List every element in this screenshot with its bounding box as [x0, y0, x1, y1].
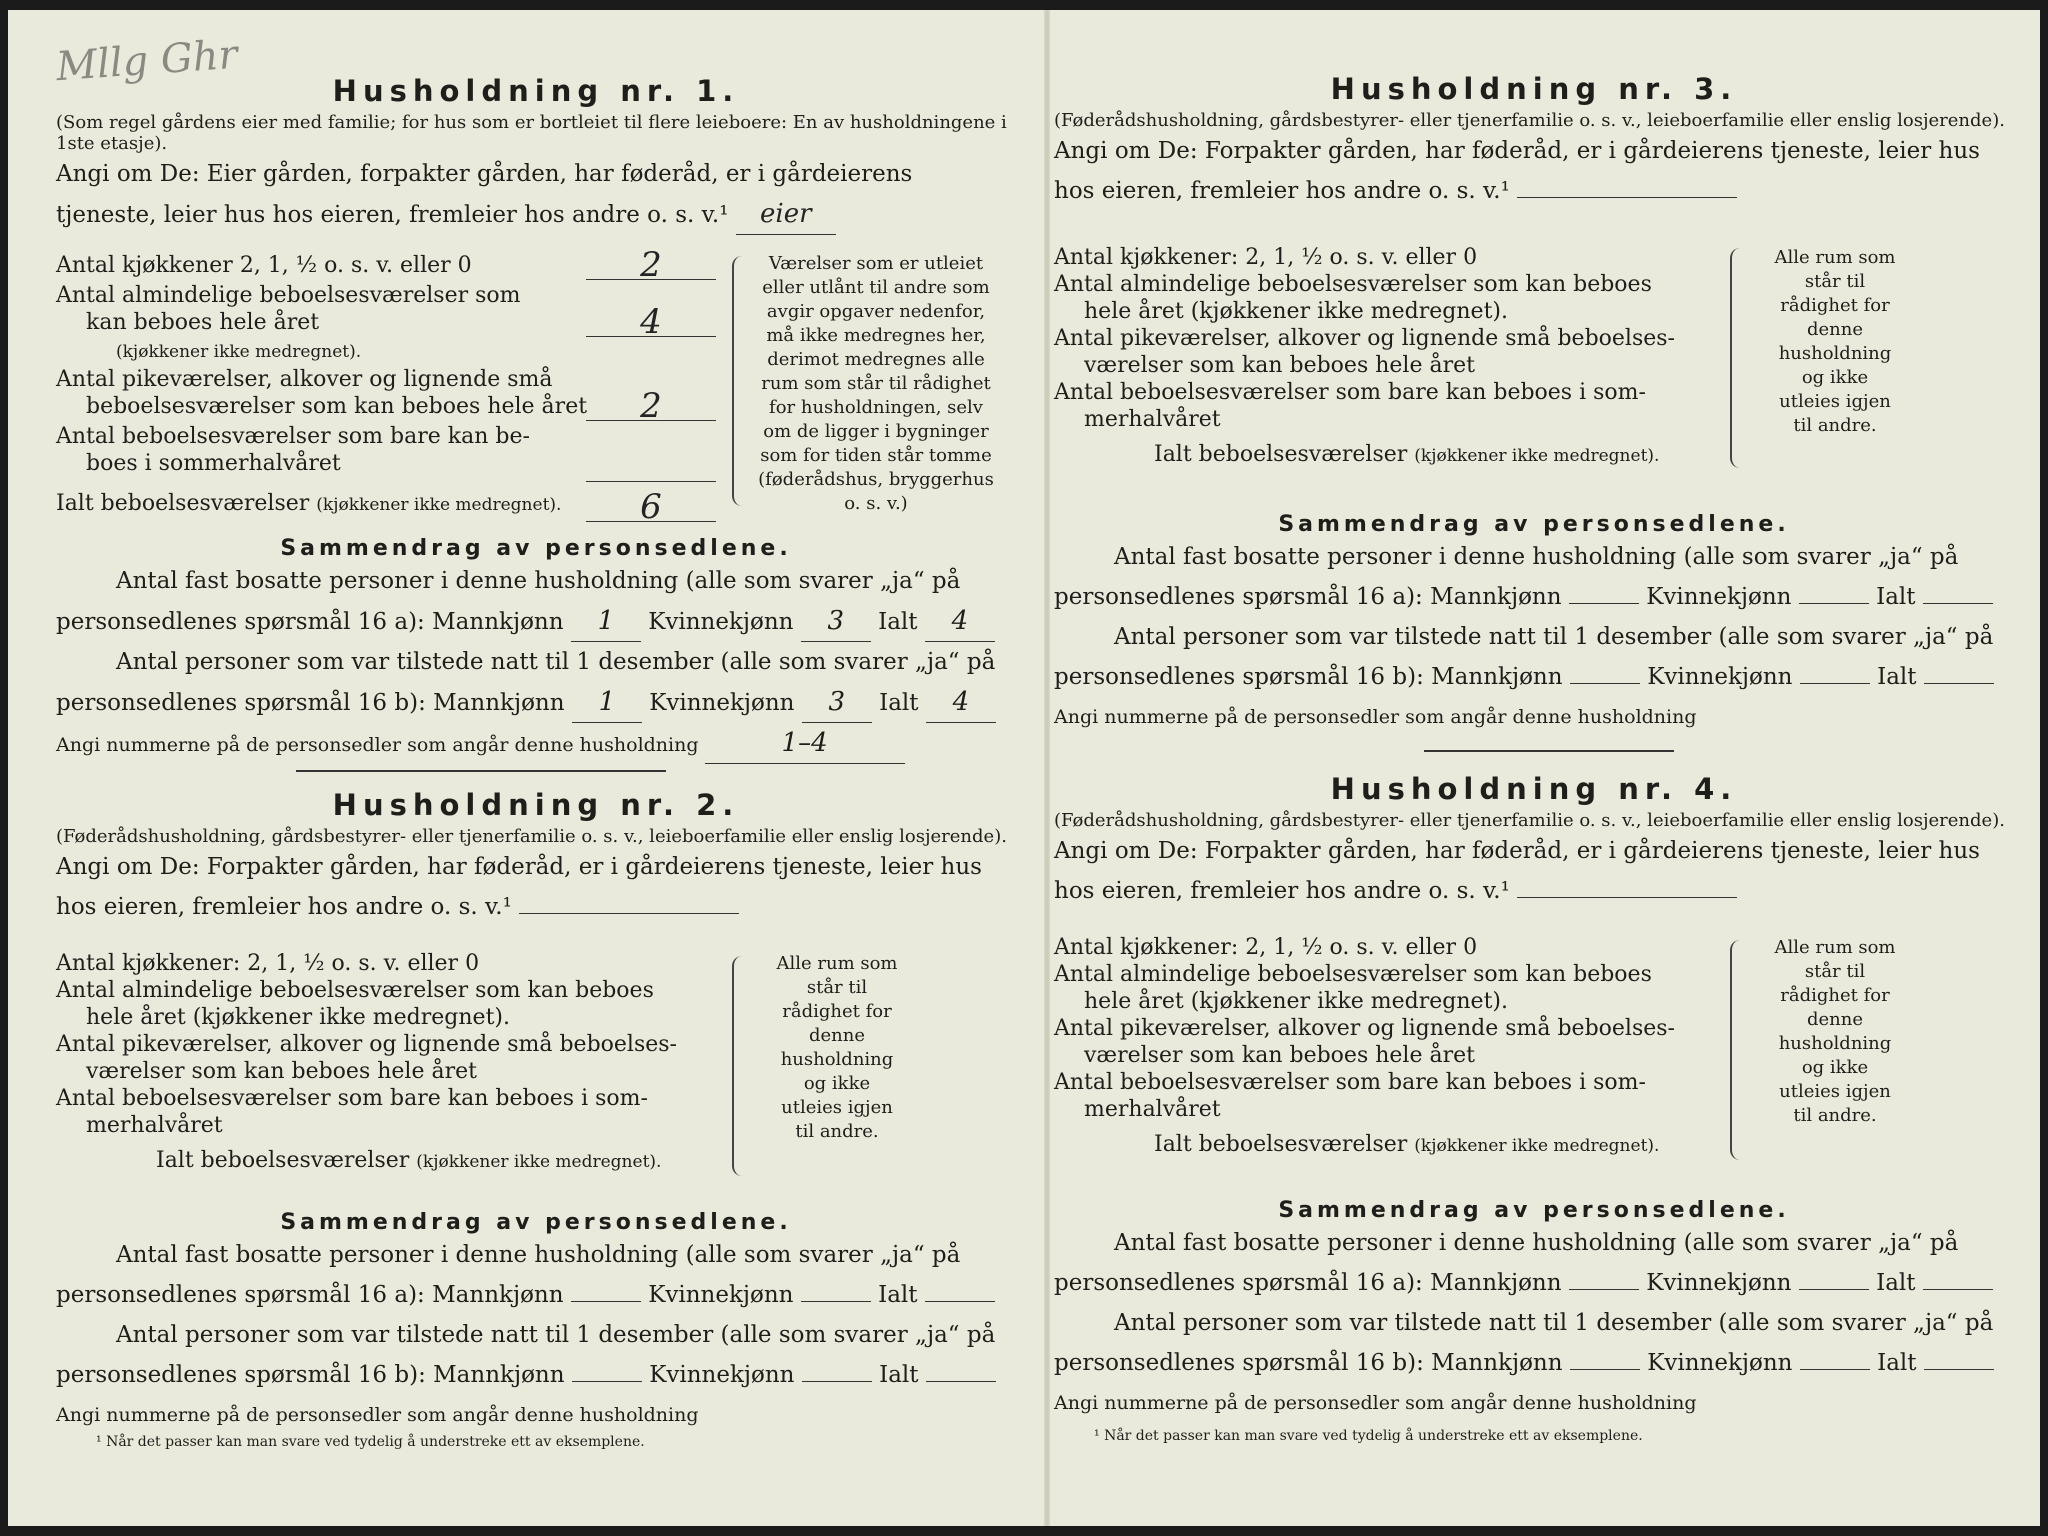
footnote-right: ¹ Når det passer kan man svare ved tydelig å understreke ett av eksemplene. [1094, 1428, 1643, 1444]
brace [732, 256, 750, 506]
household-3-title: Husholdning nr. 3. [1330, 72, 1738, 106]
h1-summer-rooms-value [586, 481, 716, 482]
household-3: Husholdning nr. 3. (Føderådshusholdning, gårdsbestyrer- eller tjenerfamilie o. s. v., leieboerfamilie eller enslig losjerende). Angi om De: Forpakter gården, har føderåd, er i gårdeierens tjeneste, leier hus hos eieren, fremleier hos andre o. s. v.¹ Antal kjøkkener: 2, 1, ½ o. s. v. eller 0 Antal almindelige beboelsesværelser som kan beboes hele året (kjøkkener ikke medregnet). Antal pikeværelser, alkover og lignende små beboelses- værelser som kan beboes hele året Antal beboelsesværelser som bare kan beboes i som- merhalvåret Ialt beboelsesværelser (kjøkkener ikke medregnet). Alle rum som står til rådighet for denne husholdning og ikke utleies igjen til andre. Sammendrag av personsedlene. Antal fast bosatte personer i denne husholdning (alle som svarer „ja“ på personsedlenes spørsmål 16 a): Mannkjønn Kvinnekjønn Ialt Antal personer som var tilstede natt til 1 desember (alle som svarer „ja“ på personsedlenes spørsmål 16 b): Mannkjønn Kvinnekjønn Ialt Angi nummerne på de personsedler som angår denne husholdning [1054, 72, 2014, 211]
household-4-title: Husholdning nr. 4. [1330, 772, 1738, 806]
h1-summary-title: Sammendrag av personsedlene. [280, 536, 792, 561]
h1-male-16a: 1 [571, 601, 641, 642]
h1-total-16a: 4 [925, 601, 995, 642]
h1-rooms-row: Antal almindelige beboelsesværelser som [56, 283, 521, 308]
right-column [1054, 10, 2014, 1526]
h1-male-16b: 1 [572, 682, 642, 723]
h1-female-16b: 3 [802, 682, 872, 723]
household-2: Husholdning nr. 2. (Føderådshusholdning, gårdsbestyrer- eller tjenerfamilie o. s. v., leieboerfamilie eller enslig losjerende). Angi om De: Forpakter gården, har føderåd, er i gårdeierens tjeneste, leier hus hos eieren, fremleier hos andre o. s. v.¹ Antal kjøkkener: 2, 1, ½ o. s. v. eller 0 Antal almindelige beboelsesværelser som kan beboes hele året (kjøkkener ikke medregnet). Antal pikeværelser, alkover og lignende små beboelses- værelser som kan beboes hele året Antal beboelsesværelser som bare kan beboes i som- merhalvåret Ialt beboelsesværelser (kjøkkener ikke medregnet). Alle rum som står til rådighet for denne husholdning og ikke utleies igjen til andre. Sammendrag av personsedlene. Antal fast bosatte personer i denne husholdning (alle som svarer „ja“ på personsedlenes spørsmål 16 a): Mannkjønn Kvinnekjønn Ialt Antal personer som var tilstede natt til 1 desember (alle som svarer „ja“ på personsedlenes spørsmål 16 b): Mannkjønn Kvinnekjønn Ialt Angi nummerne på de personsedler som angår denne husholdning [56, 788, 1016, 927]
pencil-scribble: Mllg Ghr [54, 31, 240, 91]
household-2-answer [519, 913, 739, 914]
footnote-left: ¹ Når det passer kan man svare ved tydelig å understreke ett av eksemplene. [96, 1434, 645, 1450]
h1-small-rooms-row: Antal pikeværelser, alkover og lignende små [56, 367, 553, 392]
brace [732, 956, 750, 1176]
household-3-answer [1517, 197, 1737, 198]
h1-total-rooms-value: 6 [586, 494, 716, 522]
separator [296, 770, 666, 772]
household-1-question: Angi om De: Eier gården, forpakter gården, har føderåd, er i gårdeierens tjeneste, leier hus hos eieren, fremleier hos andre o. s. v.¹ eier [56, 154, 1016, 235]
household-1-title: Husholdning nr. 1. [332, 74, 740, 108]
page-fold [1044, 10, 1050, 1526]
household-1-side-note: Værelser som er utleiet eller utlånt til andre som avgir opgaver nedenfor, må ikke medregnes her, derimot medregnes alle rum som står til rådighet for husholdningen, selv om de ligger i bygninger som for tiden står tomme (føderådshus, bryggerhus o. s. v.) [758, 253, 994, 514]
h1-small-rooms-value: 2 [586, 393, 716, 421]
household-1-note: (Som regel gårdens eier med familie; for hus som er bortleiet til flere leieboere: En av husholdningene i 1ste etasje). [56, 112, 1007, 154]
left-column [56, 10, 1016, 1526]
brace [1730, 248, 1748, 468]
h1-summary: Sammendrag av personsedlene. Antal fast bosatte personer i denne husholdning (alle som svarer „ja“ på personsedlenes spørsmål 16 a): Mannkjønn 1 Kvinnekjønn 3 Ialt 4 Antal personer som var tilstede natt til 1 desember (alle som svarer „ja“ på personsedlenes spørsmål 16 b): Mannkjønn 1 Kvinnekjønn 3 Ialt 4 Angi nummerne på de personsedler som angår denne husholdning 1–4 [56, 536, 1016, 765]
household-2-title: Husholdning nr. 2. [332, 788, 740, 822]
household-1-answer: eier [736, 194, 836, 235]
household-4: Husholdning nr. 4. (Føderådshusholdning, gårdsbestyrer- eller tjenerfamilie o. s. v., leieboerfamilie eller enslig losjerende). Angi om De: Forpakter gården, har føderåd, er i gårdeierens tjeneste, leier hus hos eieren, fremleier hos andre o. s. v.¹ Antal kjøkkener: 2, 1, ½ o. s. v. eller 0 Antal almindelige beboelsesværelser som kan beboes hele året (kjøkkener ikke medregnet). Antal pikeværelser, alkover og lignende små beboelses- værelser som kan beboes hele året Antal beboelsesværelser som bare kan beboes i som- merhalvåret Ialt beboelsesværelser (kjøkkener ikke medregnet). Alle rum som står til rådighet for denne husholdning og ikke utleies igjen til andre. Sammendrag av personsedlene. Antal fast bosatte personer i denne husholdning (alle som svarer „ja“ på personsedlenes spørsmål 16 a): Mannkjønn Kvinnekjønn Ialt Antal personer som var tilstede natt til 1 desember (alle som svarer „ja“ på personsedlenes spørsmål 16 b): Mannkjønn Kvinnekjønn Ialt Angi nummerne på de personsedler som angår denne husholdning [1054, 772, 2014, 911]
household-1 [56, 74, 1016, 758]
separator [1424, 750, 1674, 752]
h1-total-16b: 4 [926, 682, 996, 723]
brace [1730, 940, 1748, 1160]
household-4-answer [1517, 897, 1737, 898]
household-1-rooms: Antal kjøkkener 2, 1, ½ o. s. v. eller 0 2 Antal almindelige beboelsesværelser som kan beboes hele året 4 (kjøkkener ikke medregnet). Antal pikeværelser, alkover og lignende små beboelsesværelser som kan beboes hele året 2 Antal beboelsesværelser som bare kan be- boes i sommerhalvåret Ialt beboelsesværelser (kjøkkener ikke medregnet). 6 [56, 252, 716, 524]
h1-total-rooms-row: Ialt beboelsesværelser (kjøkkener ikke medregnet). 6 [56, 490, 716, 524]
census-sheet [8, 10, 2040, 1526]
h1-person-numbers: 1–4 [705, 723, 905, 764]
h1-summer-rooms-row: Antal beboelsesværelser som bare kan be- [56, 424, 530, 449]
h1-female-16a: 3 [801, 601, 871, 642]
h1-kitchens-value: 2 [586, 252, 716, 280]
h1-kitchens-row: Antal kjøkkener 2, 1, ½ o. s. v. eller 0 2 [56, 252, 716, 282]
h1-rooms-value: 4 [586, 309, 716, 337]
